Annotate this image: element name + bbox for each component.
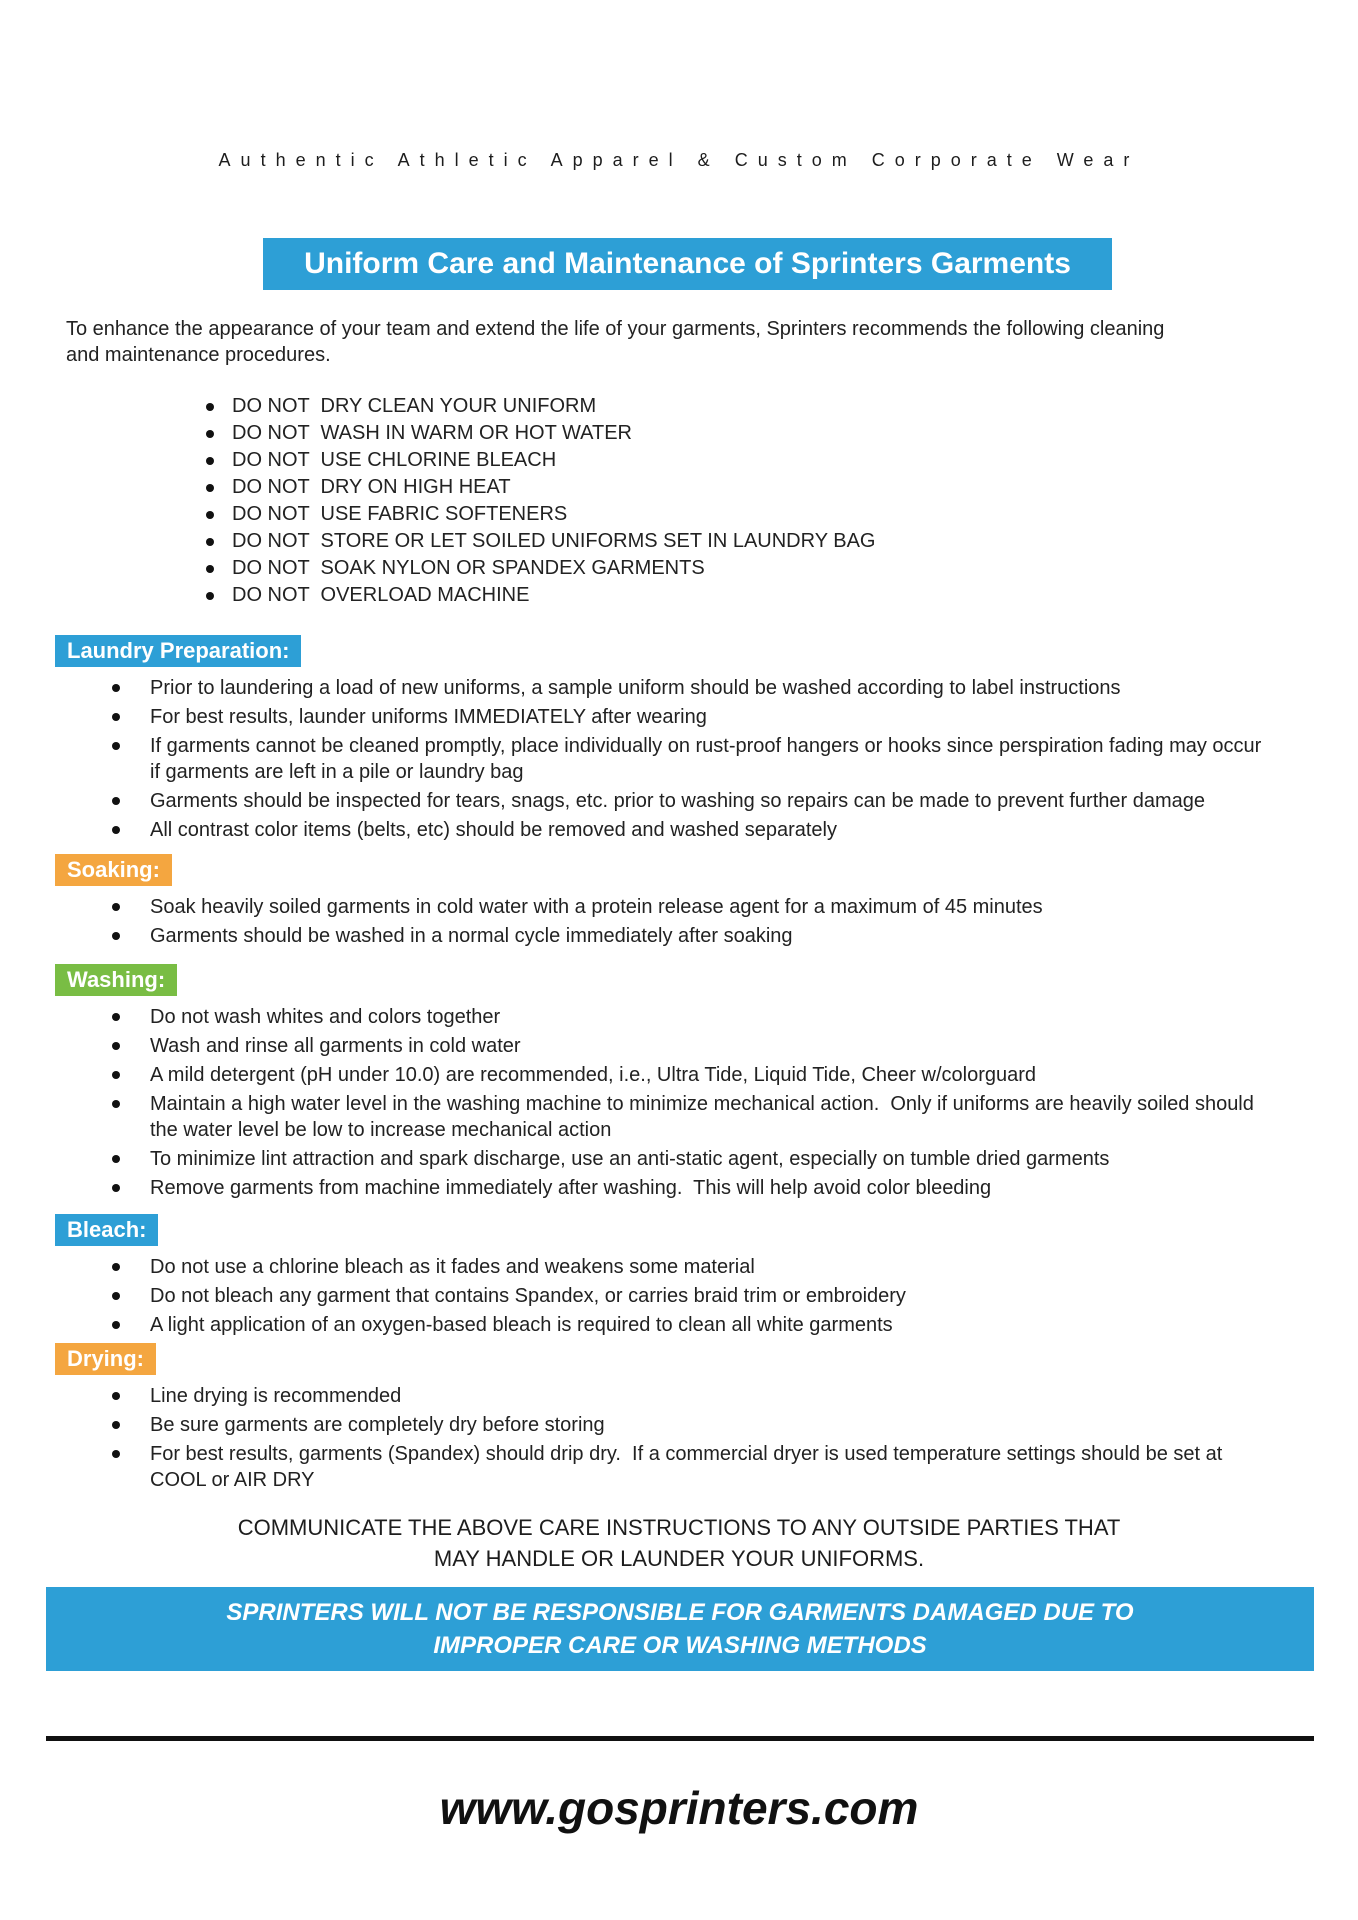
section-label-bleach: Bleach: (55, 1214, 158, 1246)
bullet-item: Do not wash whites and colors together (150, 1004, 1270, 1030)
banner-line-1: SPRINTERS WILL NOT BE RESPONSIBLE FOR GARMENTS DAMAGED DUE TO (226, 1599, 1134, 1626)
donot-list-item: DO NOT DRY CLEAN YOUR UNIFORM (232, 393, 1358, 420)
care-section-soaking (0, 854, 1358, 949)
care-sections-container (0, 635, 1358, 1493)
website-url: www.gosprinters.com (439, 1782, 919, 1834)
bullet-item: To minimize lint attraction and spark discharge, use an anti-static agent, especially on tumble dried garments (150, 1146, 1270, 1172)
donot-list-item: DO NOT SOAK NYLON OR SPANDEX GARMENTS (232, 555, 1358, 582)
bullet-item: All contrast color items (belts, etc) should be removed and washed separately (150, 817, 1270, 843)
page-title: Uniform Care and Maintenance of Sprinters Garments (263, 238, 1112, 290)
section-label-drying: Drying: (55, 1343, 156, 1375)
section-bullet-list (0, 894, 1270, 949)
outside-parties-notice (0, 1512, 1358, 1574)
section-label-laundry-preparation: Laundry Preparation: (55, 635, 301, 667)
section-bullet-list (0, 1383, 1270, 1493)
bullet-item: Garments should be washed in a normal cycle immediately after soaking (150, 923, 1270, 949)
banner-line-2: IMPROPER CARE OR WASHING METHODS (433, 1632, 927, 1659)
bullet-item: Soak heavily soiled garments in cold water with a protein release agent for a maximum of 45 minutes (150, 894, 1270, 920)
donot-list-item: DO NOT USE FABRIC SOFTENERS (232, 501, 1358, 528)
bullet-item: For best results, garments (Spandex) should drip dry. If a commercial dryer is used temperature settings should be set at COOL or AIR DRY (150, 1441, 1270, 1493)
bullet-item: Do not bleach any garment that contains Spandex, or carries braid trim or embroidery (150, 1283, 1270, 1309)
notice-line-2: MAY HANDLE OR LAUNDER YOUR UNIFORMS. (433, 1546, 925, 1571)
section-label-soaking: Soaking: (55, 854, 172, 886)
responsibility-banner (46, 1587, 1314, 1671)
notice-line-1: COMMUNICATE THE ABOVE CARE INSTRUCTIONS TO ANY OUTSIDE PARTIES THAT (237, 1515, 1121, 1540)
donot-list-item: DO NOT USE CHLORINE BLEACH (232, 447, 1358, 474)
section-bullet-list (0, 675, 1270, 843)
donot-list-item: DO NOT STORE OR LET SOILED UNIFORMS SET IN LAUNDRY BAG (232, 528, 1358, 555)
bullet-item: If garments cannot be cleaned promptly, place individually on rust-proof hangers or hooks since perspiration fading may occur if garments are left in a pile or laundry bag (150, 733, 1270, 785)
section-bullet-list (0, 1254, 1270, 1338)
bullet-item: Remove garments from machine immediately after washing. This will help avoid color bleeding (150, 1175, 1270, 1201)
care-section-washing (0, 964, 1358, 1201)
bullet-item: Maintain a high water level in the washing machine to minimize mechanical action. Only if uniforms are heavily soiled should the water level be low to increase mechanical action (150, 1091, 1270, 1143)
bullet-item: Do not use a chlorine bleach as it fades and weakens some material (150, 1254, 1270, 1280)
section-bullet-list (0, 1004, 1270, 1201)
bullet-item: Garments should be inspected for tears, snags, etc. prior to washing so repairs can be made to prevent further damage (150, 788, 1270, 814)
brand-tagline: Authentic Athletic Apparel & Custom Corporate Wear (218, 150, 1140, 170)
bullet-item: Prior to laundering a load of new uniforms, a sample uniform should be washed according to label instructions (150, 675, 1270, 701)
footer-divider (46, 1736, 1314, 1741)
care-section-laundry-preparation (0, 635, 1358, 843)
care-section-drying (0, 1343, 1358, 1493)
bullet-item: For best results, launder uniforms IMMEDIATELY after wearing (150, 704, 1270, 730)
bullet-item: A mild detergent (pH under 10.0) are recommended, i.e., Ultra Tide, Liquid Tide, Cheer w/colorguard (150, 1062, 1270, 1088)
bullet-item: Line drying is recommended (150, 1383, 1270, 1409)
donot-list-item: DO NOT OVERLOAD MACHINE (232, 582, 1358, 609)
donot-list (0, 393, 1358, 609)
bullet-item: Wash and rinse all garments in cold water (150, 1033, 1270, 1059)
care-section-bleach (0, 1214, 1358, 1338)
intro-paragraph: To enhance the appearance of your team and extend the life of your garments, Sprinters recommends the following cleaning and maintenance procedures. (66, 318, 1165, 366)
donot-list-item: DO NOT WASH IN WARM OR HOT WATER (232, 420, 1358, 447)
bullet-item: A light application of an oxygen-based bleach is required to clean all white garments (150, 1312, 1270, 1338)
donot-list-item: DO NOT DRY ON HIGH HEAT (232, 474, 1358, 501)
bullet-item: Be sure garments are completely dry before storing (150, 1412, 1270, 1438)
section-label-washing: Washing: (55, 964, 177, 996)
